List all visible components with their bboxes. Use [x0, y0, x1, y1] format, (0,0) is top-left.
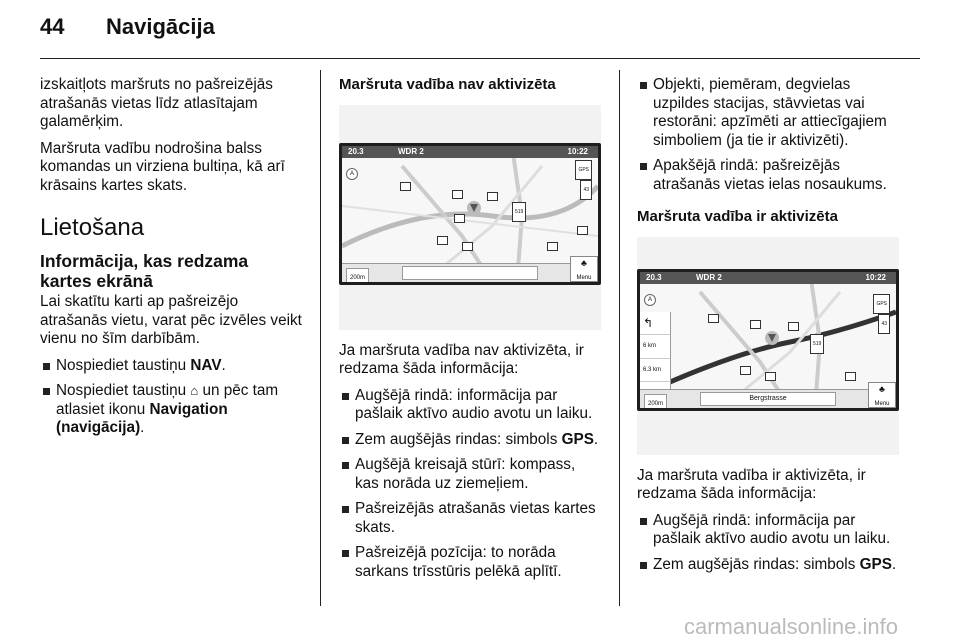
map-screen	[637, 269, 899, 411]
paragraph: izskaitļots maršruts no pašreizējās atrašanās vietas līdz atlasītajam galamērķim.	[40, 76, 273, 130]
list-item: Objekti, piemēram, degvielas uzpildes stacijas, stāvvietas vai restorāni: apzīmēti ar attiecīgajiem simboliem (ja tie ir aktivizēti).	[637, 76, 899, 150]
audio-info-bar: 20.3 WDR 2 10:22	[640, 272, 896, 284]
poi-icon	[547, 242, 558, 251]
watermark: carmanualsonline.info	[683, 614, 898, 639]
street-name-field	[402, 266, 538, 280]
list-item: Augšējā rindā: informācija par pašlaik aktīvo audio avotu un laiku.	[637, 512, 899, 549]
audio-info-bar: 20.3 WDR 2 10:22	[342, 146, 598, 158]
poi-icon	[577, 226, 588, 235]
menu-button[interactable]: ♣ Menu	[570, 256, 598, 282]
section-heading: Lietošana	[40, 214, 145, 241]
column-3	[637, 76, 899, 581]
column-2	[339, 76, 601, 588]
navigation-icon-label: Navigation (navigācija)	[56, 400, 228, 436]
poi-icon	[454, 214, 465, 223]
list-item: Zem augšējās rindas: simbols GPS.	[339, 431, 601, 450]
poi-icon	[750, 320, 761, 329]
column-divider-1	[320, 70, 321, 606]
list-item: Zem augšējās rindas: simbols GPS.	[637, 556, 899, 575]
subsection-heading: Maršruta vadība nav aktivizēta	[339, 76, 556, 93]
distance-remaining: 6.3 km	[640, 359, 670, 383]
home-icon: ⌂	[190, 383, 199, 398]
map-label: 43	[878, 314, 890, 335]
gps-badge: GPS	[575, 160, 592, 181]
map-roads	[342, 146, 598, 282]
poi-icon	[400, 182, 411, 191]
poi-icon	[708, 314, 719, 323]
turn-arrow-icon: ↰	[640, 312, 670, 336]
poi-icon	[452, 190, 463, 199]
map-scale: 200m	[346, 268, 369, 282]
map-scale: 200m	[644, 394, 667, 408]
poi-icon	[462, 242, 473, 251]
nav-key-label: NAV	[190, 356, 222, 374]
road-number-label: 519	[810, 334, 824, 355]
menu-button[interactable]: ♣ Menu	[868, 382, 896, 408]
list-item: Augšējā rindā: informācija par pašlaik aktīvo audio avotu un laiku.	[339, 387, 601, 424]
paragraph: Maršruta vadību nodrošina balss komandas un virziena bultiņa, kā arī krāsains kartes skats.	[40, 139, 285, 194]
poi-icon	[740, 366, 751, 375]
page-number: 44	[40, 14, 65, 39]
poi-icon	[845, 372, 856, 381]
poi-icon	[487, 192, 498, 201]
compass-icon: A	[644, 294, 656, 306]
street-bar	[342, 263, 598, 282]
poi-icon	[437, 236, 448, 245]
poi-icon	[765, 372, 776, 381]
subsection-heading: Maršruta vadība ir aktivizēta	[637, 208, 838, 225]
page-header	[40, 14, 215, 50]
header-rule	[40, 58, 920, 59]
map-view	[640, 272, 896, 408]
street-name: Bergstrasse	[700, 392, 836, 406]
list-item: Nospiediet taustiņu ⌂ un pēc tam atlasiet ikonu Navigation (navigācija).	[40, 382, 302, 438]
map-label: 43	[580, 180, 592, 201]
list-item: Pašreizējās atrašanās vietas kartes skats.	[339, 500, 601, 537]
distance-to-turn: 6 km	[640, 335, 670, 359]
street-bar	[640, 389, 896, 408]
column-1	[40, 76, 302, 445]
column-divider-2	[619, 70, 620, 606]
list-item: Augšējā kreisajā stūrī: kompass, kas norāda uz ziemeļiem.	[339, 456, 601, 493]
map-screen	[339, 143, 601, 285]
poi-icon	[788, 322, 799, 331]
list-item: Nospiediet taustiņu NAV.	[40, 357, 302, 376]
menu-icon: ♣	[879, 383, 885, 394]
subsection-heading: Informācija, kas redzama kartes ekrānā	[40, 251, 249, 291]
guidance-panel	[640, 312, 671, 392]
compass-icon: A	[346, 168, 358, 180]
map-figure-guidance	[637, 237, 899, 455]
list-item: Pašreizējā pozīcija: to norāda sarkans trīsstūris pelēkā aplītī.	[339, 544, 601, 581]
paragraph: Ja maršruta vadība nav aktivizēta, ir redzama šāda informācija:	[339, 341, 584, 377]
paragraph: Ja maršruta vadība ir aktivizēta, ir redzama šāda informācija:	[637, 466, 866, 502]
page-title: Navigācija	[106, 14, 215, 39]
map-view	[342, 146, 598, 282]
list-item: Apakšējā rindā: pašreizējās atrašanās vietas ielas nosaukums.	[637, 157, 899, 194]
road-number-label: 519	[512, 202, 526, 223]
gps-badge: GPS	[873, 294, 890, 315]
map-roads	[640, 272, 896, 408]
menu-icon: ♣	[581, 257, 587, 268]
paragraph: Lai skatītu karti ap pašreizējo atrašanās vietu, varat pēc izvēles veikt vienu no šīm darbībām.	[40, 293, 302, 347]
map-figure-no-guidance	[339, 105, 601, 330]
